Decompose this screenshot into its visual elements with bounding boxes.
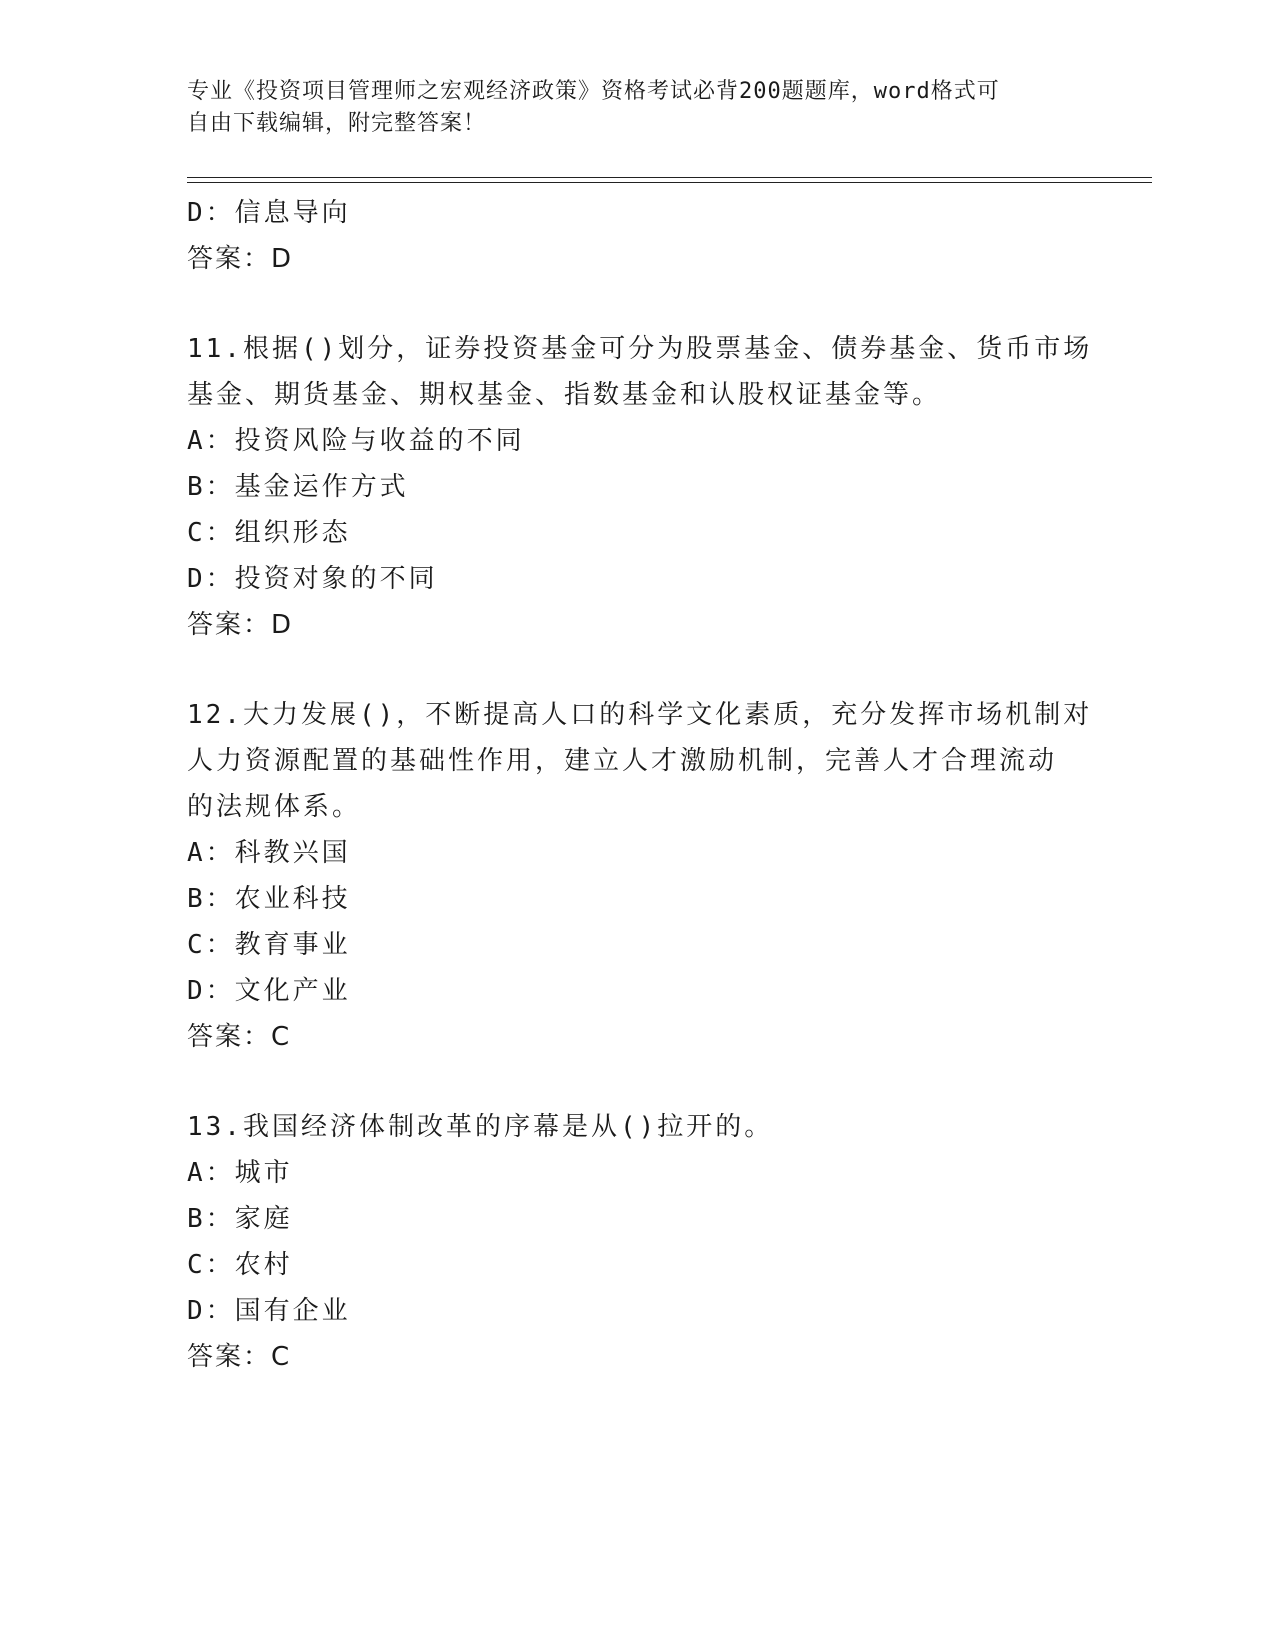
question-11-option-a: A：投资风险与收益的不同	[187, 426, 525, 456]
question-11-option-b: B：基金运作方式	[187, 472, 409, 502]
question-13-option-a: A：城市	[187, 1158, 293, 1188]
question-12-option-a: A：科教兴国	[187, 838, 351, 868]
question-11-stem-line-2: 基金、期货基金、期权基金、指数基金和认股权证基金等。	[187, 380, 942, 410]
header-divider-top	[187, 177, 1152, 178]
question-13-option-b: B：家庭	[187, 1204, 293, 1234]
header-divider-bottom	[187, 182, 1152, 183]
spacer	[187, 282, 1087, 326]
question-13	[187, 1104, 1087, 1380]
question-13-option-c: C：农村	[187, 1250, 293, 1280]
question-12	[187, 692, 1093, 1060]
header-line-2: 自由下载编辑，附完整答案！	[187, 111, 487, 136]
question-list	[187, 190, 1093, 1380]
header-line-1: 专业《投资项目管理师之宏观经济政策》资格考试必背200题题库，word格式可	[187, 79, 1000, 104]
prev-option-d: D：信息导向	[187, 198, 351, 228]
document-header	[187, 76, 1087, 140]
question-11-answer: 答案：D	[187, 610, 294, 640]
question-11-option-d: D：投资对象的不同	[187, 564, 438, 594]
question-12-option-b: B：农业科技	[187, 884, 351, 914]
question-13-answer: 答案：C	[187, 1342, 292, 1372]
question-13-option-d: D：国有企业	[187, 1296, 351, 1326]
question-12-option-c: C：教育事业	[187, 930, 351, 960]
prev-answer: 答案：D	[187, 244, 294, 274]
question-12-option-d: D：文化产业	[187, 976, 351, 1006]
question-11-option-c: C：组织形态	[187, 518, 351, 548]
spacer	[187, 648, 1087, 692]
question-13-stem-line-1: 13.我国经济体制改革的序幕是从()拉开的。	[187, 1112, 774, 1142]
question-12-stem-line-3: 的法规体系。	[187, 792, 362, 822]
question-11	[187, 326, 1093, 648]
spacer	[187, 1060, 1087, 1104]
question-11-stem-line-1: 11.根据()划分，证券投资基金可分为股票基金、债券基金、货币市场	[187, 334, 1093, 364]
question-12-stem-line-2: 人力资源配置的基础性作用，建立人才激励机制，完善人才合理流动	[187, 746, 1058, 776]
question-12-stem-line-1: 12.大力发展()，不断提高人口的科学文化素质，充分发挥市场机制对	[187, 700, 1093, 730]
question-12-answer: 答案：C	[187, 1022, 292, 1052]
